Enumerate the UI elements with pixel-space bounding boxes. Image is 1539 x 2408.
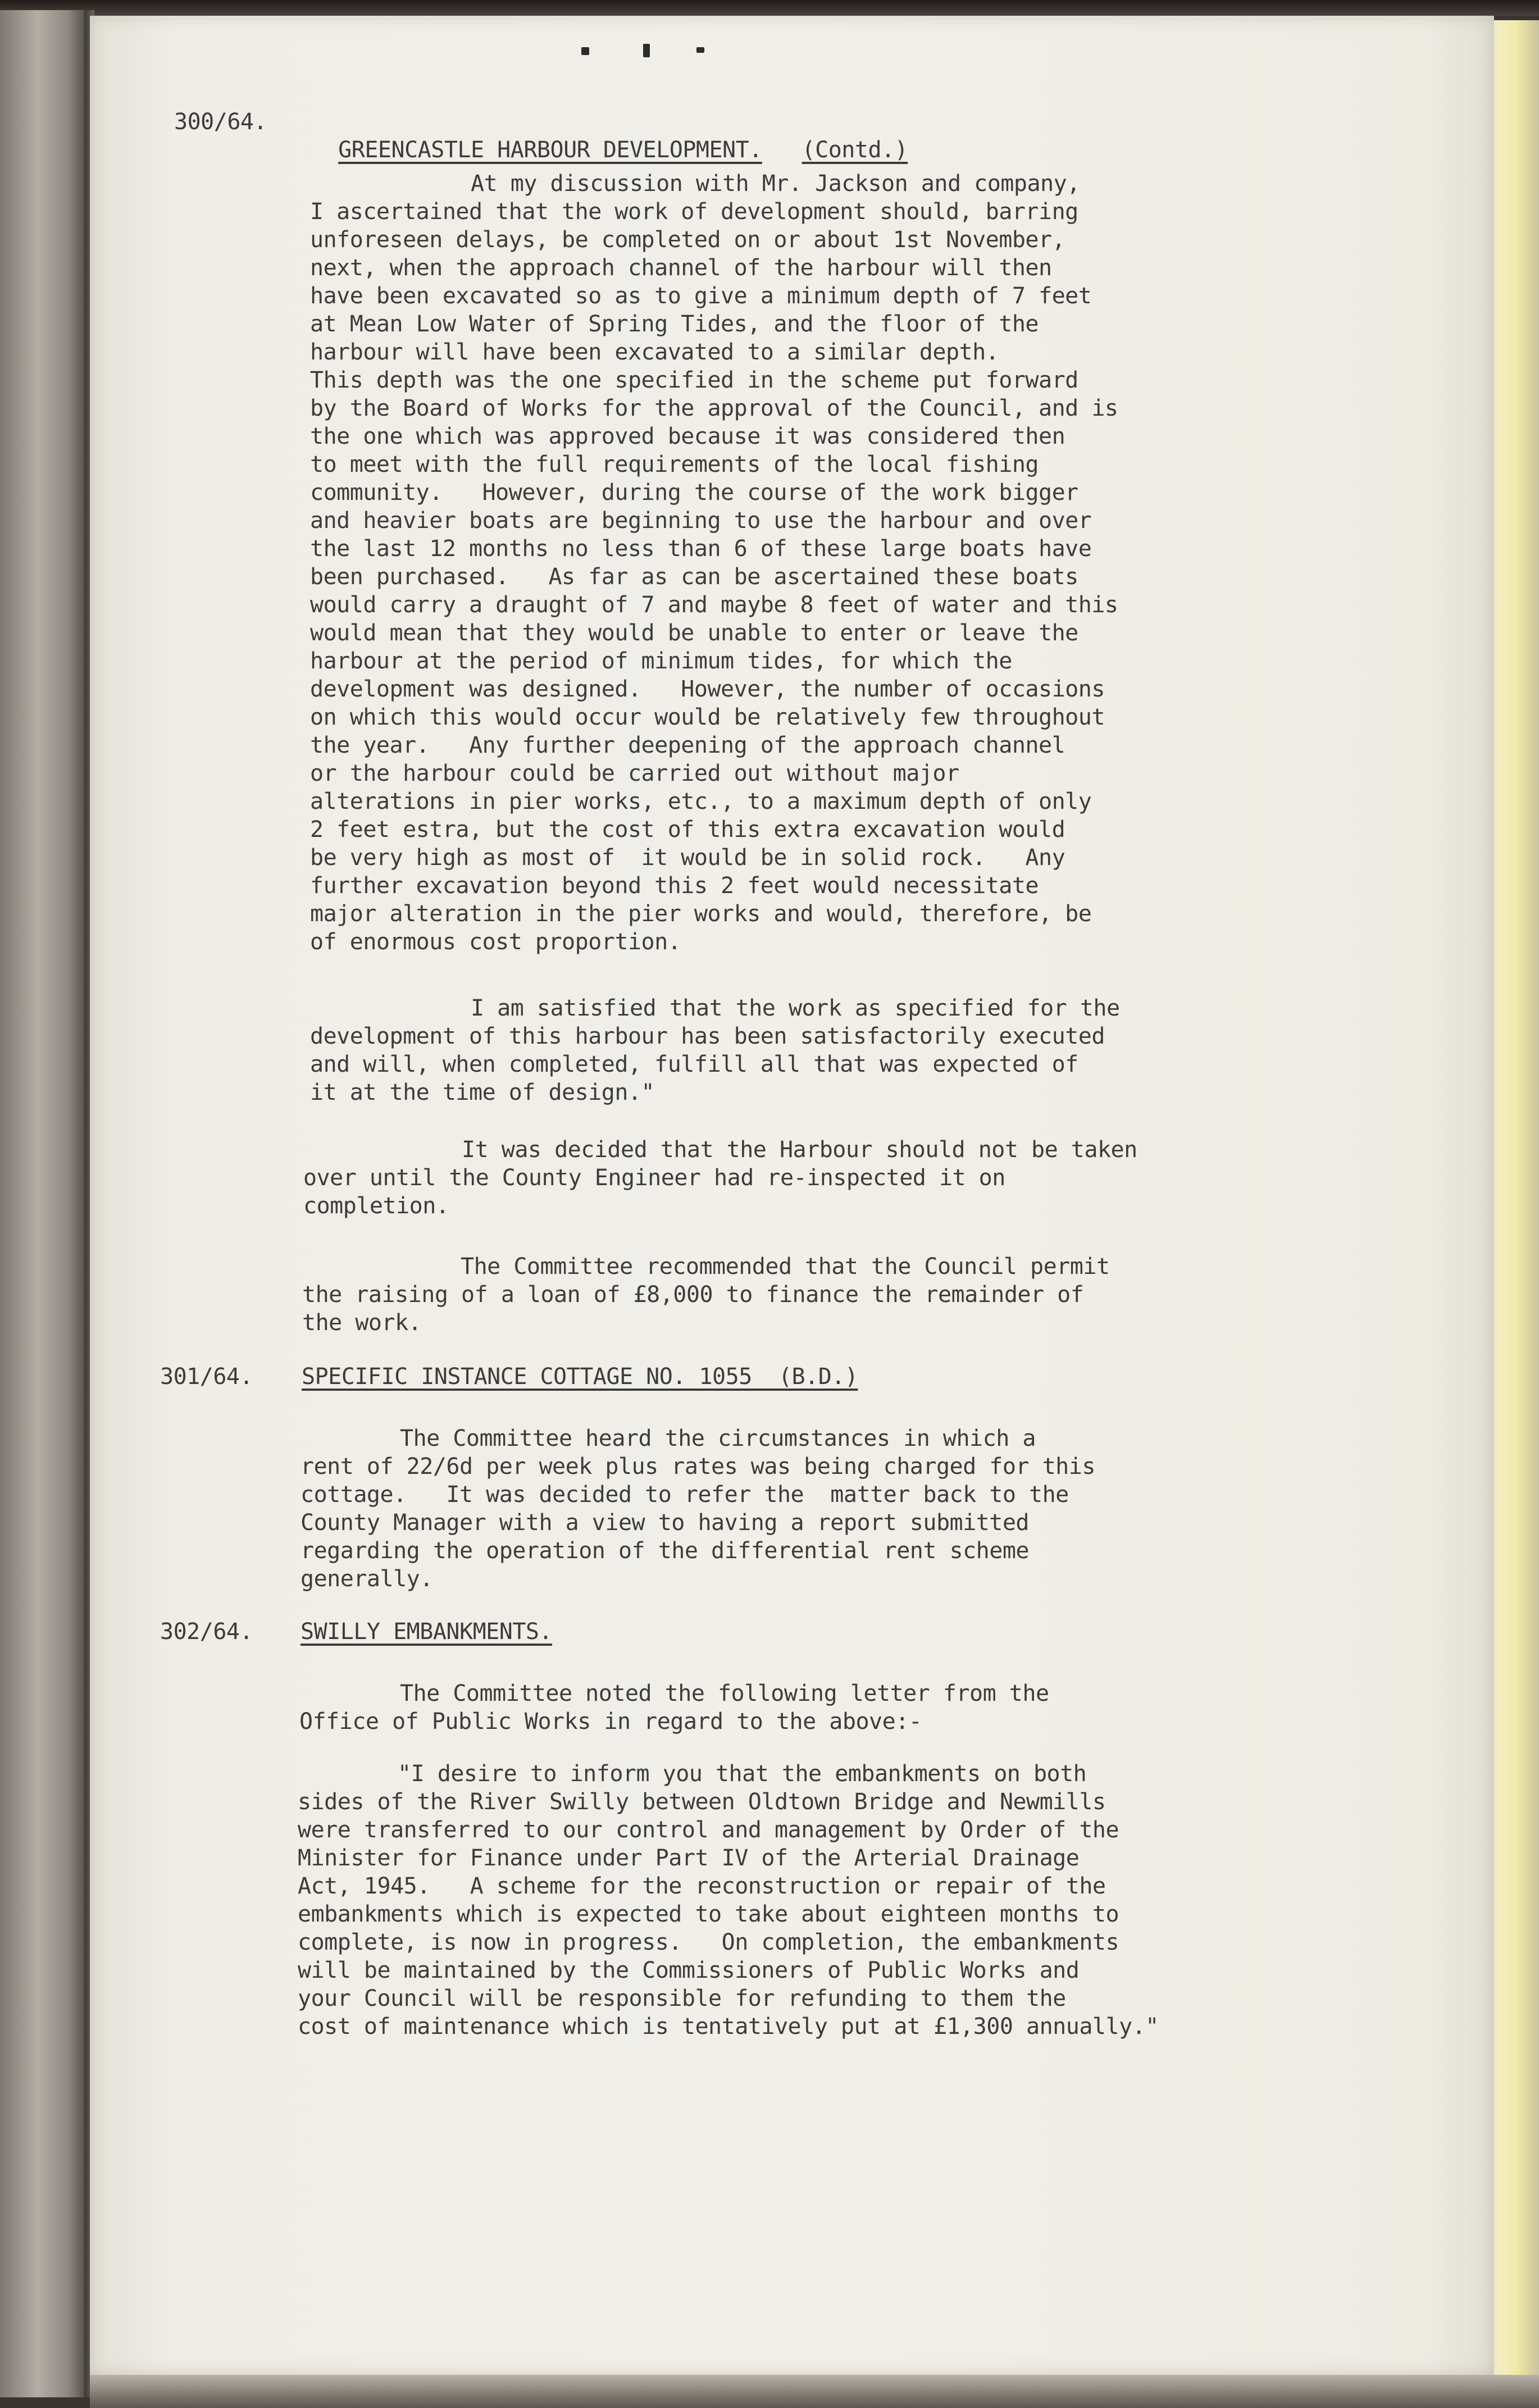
body-line: "I desire to inform you that the embankments on both <box>398 1761 1087 1787</box>
body-line: generally. <box>300 1566 433 1592</box>
body-line: been purchased. As far as can be ascertained these boats <box>310 564 1078 590</box>
body-line: the one which was approved because it was considered then <box>310 424 1066 449</box>
body-line: of enormous cost proportion. <box>310 929 681 955</box>
body-line: I am satisfied that the work as specified for the <box>471 995 1120 1021</box>
section-heading-title: GREENCASTLE HARBOUR DEVELOPMENT. <box>338 137 762 163</box>
body-line: I ascertained that the work of development should, barring <box>310 199 1078 225</box>
body-line: The Committee noted the following letter from the <box>400 1681 1049 1706</box>
body-line: cottage. It was decided to refer the matter back to the <box>300 1482 1069 1508</box>
minute-number: 300/64. <box>174 109 267 135</box>
body-line: development was designed. However, the number of occasions <box>310 676 1105 702</box>
body-line: It was decided that the Harbour should not be taken <box>462 1137 1137 1163</box>
body-line: or the harbour could be carried out without major <box>310 761 959 786</box>
body-line: rent of 22/6d per week plus rates was being charged for this <box>300 1454 1095 1480</box>
body-line: will be maintained by the Commissioners of Public Works and <box>298 1958 1080 1983</box>
body-line: completion. <box>303 1193 449 1219</box>
body-line: embankments which is expected to take about eighteen months to <box>298 1901 1119 1927</box>
body-line: the raising of a loan of £8,000 to finance the remainder of <box>302 1282 1084 1308</box>
body-line: The Committee recommended that the Council permit <box>461 1254 1110 1280</box>
left-page-edge <box>0 10 84 2397</box>
body-line: Act, 1945. A scheme for the reconstruction or repair of the <box>298 1873 1106 1899</box>
body-line: the year. Any further deepening of the approach channel <box>310 732 1066 758</box>
body-line: on which this would occur would be relatively few throughout <box>310 704 1105 730</box>
body-line: Minister for Finance under Part IV of the Arterial Drainage <box>298 1845 1080 1871</box>
body-line: sides of the River Swilly between Oldtown Bridge and Newmills <box>298 1789 1106 1815</box>
body-line: complete, is now in progress. On completion, the embankments <box>298 1929 1119 1955</box>
body-line: community. However, during the course of the work bigger <box>310 480 1078 506</box>
body-line: and will, when completed, fulfill all that was expected of <box>310 1051 1078 1077</box>
body-line: it at the time of design." <box>310 1080 655 1105</box>
body-line: to meet with the full requirements of the local fishing <box>310 452 1039 477</box>
body-line: next, when the approach channel of the harbour will then <box>310 255 1052 281</box>
section-heading-suffix: (Contd.) <box>802 137 908 163</box>
body-line: The Committee heard the circumstances in which a <box>400 1426 1036 1451</box>
ink-mark <box>696 47 704 53</box>
body-line: At my discussion with Mr. Jackson and company, <box>471 171 1080 197</box>
body-line: at Mean Low Water of Spring Tides, and the floor of the <box>310 311 1039 337</box>
body-line: This depth was the one specified in the scheme put forward <box>310 367 1078 393</box>
body-line: would mean that they would be unable to enter or leave the <box>310 620 1078 646</box>
body-line: be very high as most of it would be in solid rock. Any <box>310 845 1066 871</box>
book-top-edge <box>0 0 1539 16</box>
body-line: County Manager with a view to having a report submitted <box>300 1510 1030 1536</box>
body-line: over until the County Engineer had re-inspected it on <box>303 1165 1005 1191</box>
body-line: have been excavated so as to give a minimum depth of 7 feet <box>310 283 1092 309</box>
body-line: the work. <box>302 1310 422 1336</box>
body-line: major alteration in the pier works and would, therefore, be <box>310 901 1092 927</box>
body-line: the last 12 months no less than 6 of these large boats have <box>310 536 1092 562</box>
section-heading: SPECIFIC INSTANCE COTTAGE NO. 1055 (B.D.) <box>302 1364 858 1390</box>
body-line: regarding the operation of the differential rent scheme <box>300 1538 1030 1564</box>
body-line: harbour at the period of minimum tides, for which the <box>310 648 1012 674</box>
body-line: alterations in pier works, etc., to a maximum depth of only <box>310 789 1092 814</box>
section-heading: SWILLY EMBANKMENTS. <box>300 1619 553 1645</box>
page-header-marks <box>581 39 716 62</box>
body-line: by the Board of Works for the approval of the Council, and is <box>310 395 1118 421</box>
body-line: further excavation beyond this 2 feet would necessitate <box>310 873 1039 899</box>
body-line: Office of Public Works in regard to the above:- <box>299 1709 922 1735</box>
minute-number: 302/64. <box>160 1619 253 1645</box>
body-line: and heavier boats are beginning to use the harbour and over <box>310 508 1092 534</box>
ink-mark <box>643 44 650 57</box>
ink-mark <box>581 47 589 55</box>
body-line: your Council will be responsible for refunding to them the <box>298 1986 1066 2011</box>
section-heading <box>312 108 908 164</box>
body-line: cost of maintenance which is tentatively put at £1,300 annually." <box>298 2014 1159 2040</box>
minute-number: 301/64. <box>160 1364 253 1390</box>
body-line: unforeseen delays, be completed on or about 1st November, <box>310 227 1066 253</box>
body-line: were transferred to our control and management by Order of the <box>298 1817 1119 1843</box>
body-line: would carry a draught of 7 and maybe 8 feet of water and this <box>310 592 1118 618</box>
book-bottom-edge <box>90 2375 1539 2408</box>
body-line: harbour will have been excavated to a similar depth. <box>310 339 999 365</box>
body-line: development of this harbour has been satisfactorily executed <box>310 1023 1105 1049</box>
body-line: 2 feet estra, but the cost of this extra excavation would <box>310 817 1066 843</box>
